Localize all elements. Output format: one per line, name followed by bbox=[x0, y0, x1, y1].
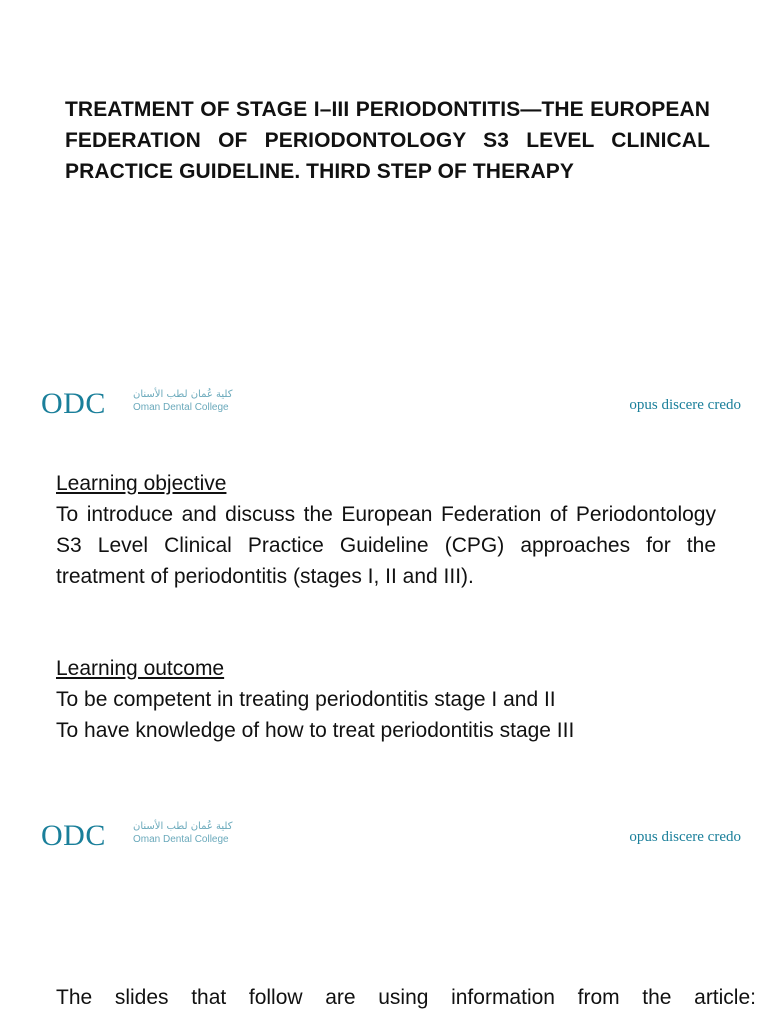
odc-logo-arabic-name: كلية عُمان لطب الأسنان bbox=[133, 821, 233, 832]
slide-footer bbox=[0, 384, 768, 424]
source-intro-text: The slides that follow are using information from the article: bbox=[56, 986, 756, 1009]
slide-footer bbox=[0, 816, 768, 856]
college-motto: opus discere credo bbox=[629, 829, 741, 845]
slide-title-text: TREATMENT OF STAGE I–III PERIODONTITIS—THE EUROPEAN FEDERATION OF PERIODONTOLOGY S3 LEVEL CLINICAL PRACTICE GUIDELINE. THIRD STEP OF THERAPY bbox=[65, 98, 710, 183]
odc-logo-mark: ODC bbox=[41, 819, 106, 852]
odc-logo-mark: ODC bbox=[41, 387, 106, 420]
slide-title bbox=[0, 0, 768, 432]
learning-outcome-line: To be competent in treating periodontitis stage I and II bbox=[56, 688, 556, 711]
learning-outcome-heading: Learning outcome bbox=[56, 657, 225, 680]
odc-logo-english-name: Oman Dental College bbox=[133, 834, 229, 845]
odc-logo-arabic-name: كلية عُمان لطب الأسنان bbox=[133, 389, 233, 400]
learning-objective-text: To introduce and discuss the European Federation of Periodontology S3 Level Clinical Practice Guideline (CPG) approaches for the treatment of periodontitis (stages I, II and III). bbox=[56, 503, 716, 588]
odc-logo-english-name: Oman Dental College bbox=[133, 402, 229, 413]
learning-outcome-section bbox=[56, 653, 716, 746]
college-motto: opus discere credo bbox=[629, 397, 741, 413]
slide-source-info bbox=[0, 864, 768, 1024]
learning-outcome-line: To have knowledge of how to treat periodontitis stage III bbox=[56, 719, 575, 742]
learning-objective-section bbox=[56, 468, 716, 592]
slide-learning bbox=[0, 432, 768, 864]
learning-objective-heading: Learning objective bbox=[56, 472, 227, 495]
